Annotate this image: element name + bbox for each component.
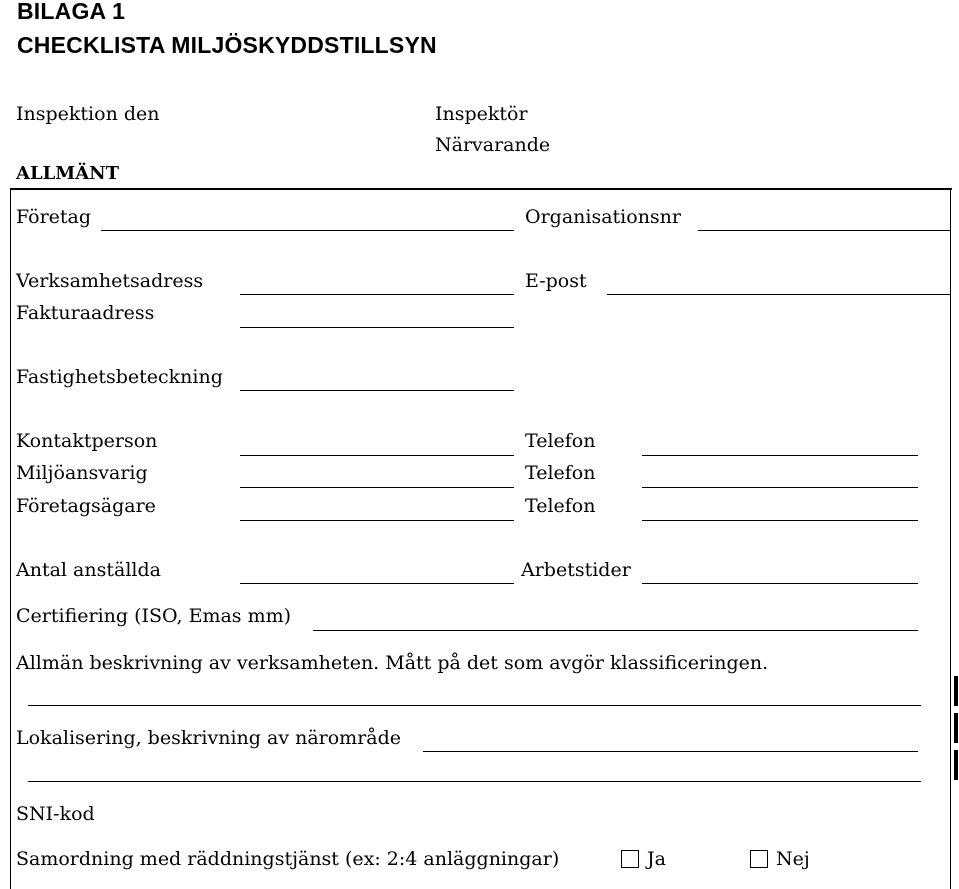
- contact-person-label: Kontaktperson: [16, 430, 158, 452]
- company-field[interactable]: [101, 230, 514, 231]
- inspection-date-label: Inspektion den: [16, 103, 160, 125]
- sni-code-label: SNI-kod: [16, 803, 95, 825]
- general-description-label: Allmän beskrivning av verksamheten. Mått på det som avgör klassificeringen.: [16, 652, 769, 674]
- rescue-coordination-label: Samordning med räddningstjänst (ex: 2:4 anläggningar): [16, 848, 560, 870]
- contact-person-field[interactable]: [240, 455, 514, 456]
- location-field-extra[interactable]: [28, 781, 921, 782]
- phone-label-3: Telefon: [525, 495, 596, 517]
- billing-address-label: Fakturaadress: [16, 302, 155, 324]
- frame-mark: [954, 750, 958, 780]
- property-designation-label: Fastighetsbeteckning: [16, 366, 223, 388]
- frame-mark: [954, 676, 958, 706]
- phone-label-1: Telefon: [525, 430, 596, 452]
- phone-field-3[interactable]: [642, 520, 918, 521]
- phone-field-2[interactable]: [642, 487, 918, 488]
- environment-manager-label: Miljöansvarig: [16, 462, 148, 484]
- org-number-field[interactable]: [698, 230, 950, 231]
- working-hours-field[interactable]: [642, 583, 918, 584]
- frame-mark: [954, 713, 958, 743]
- employees-field[interactable]: [240, 583, 514, 584]
- no-checkbox[interactable]: [750, 850, 768, 868]
- property-designation-field[interactable]: [240, 390, 514, 391]
- company-owner-label: Företagsägare: [16, 495, 156, 517]
- frame-right-border: [950, 188, 951, 889]
- phone-label-2: Telefon: [525, 462, 596, 484]
- location-field[interactable]: [423, 751, 918, 752]
- yes-option-label: Ja: [647, 848, 666, 870]
- org-number-label: Organisationsnr: [525, 206, 681, 228]
- employees-label: Antal anställda: [16, 559, 161, 581]
- document-title: CHECKLISTA MILJÖSKYDDSTILLSYN: [17, 32, 437, 58]
- billing-address-field[interactable]: [240, 327, 514, 328]
- email-label: E-post: [525, 270, 587, 292]
- document-label: BILAGA 1: [17, 0, 126, 24]
- working-hours-label: Arbetstider: [521, 559, 631, 581]
- inspector-label: Inspektör: [435, 103, 528, 125]
- present-label: Närvarande: [435, 134, 551, 156]
- environment-manager-field[interactable]: [240, 487, 514, 488]
- certification-label: Certifiering (ISO, Emas mm): [16, 605, 292, 627]
- business-address-label: Verksamhetsadress: [16, 270, 204, 292]
- company-label: Företag: [16, 206, 92, 228]
- general-description-field[interactable]: [28, 705, 921, 706]
- email-field[interactable]: [607, 294, 950, 295]
- business-address-field[interactable]: [240, 294, 514, 295]
- certification-field[interactable]: [313, 630, 918, 631]
- location-label: Lokalisering, beskrivning av närområde: [16, 727, 402, 749]
- company-owner-field[interactable]: [240, 520, 514, 521]
- phone-field-1[interactable]: [642, 455, 918, 456]
- frame-top-border: [10, 188, 952, 190]
- yes-checkbox[interactable]: [621, 850, 639, 868]
- frame-left-border: [10, 188, 11, 889]
- section-heading-general: ALLMÄNT: [16, 163, 120, 184]
- no-option-label: Nej: [776, 848, 810, 870]
